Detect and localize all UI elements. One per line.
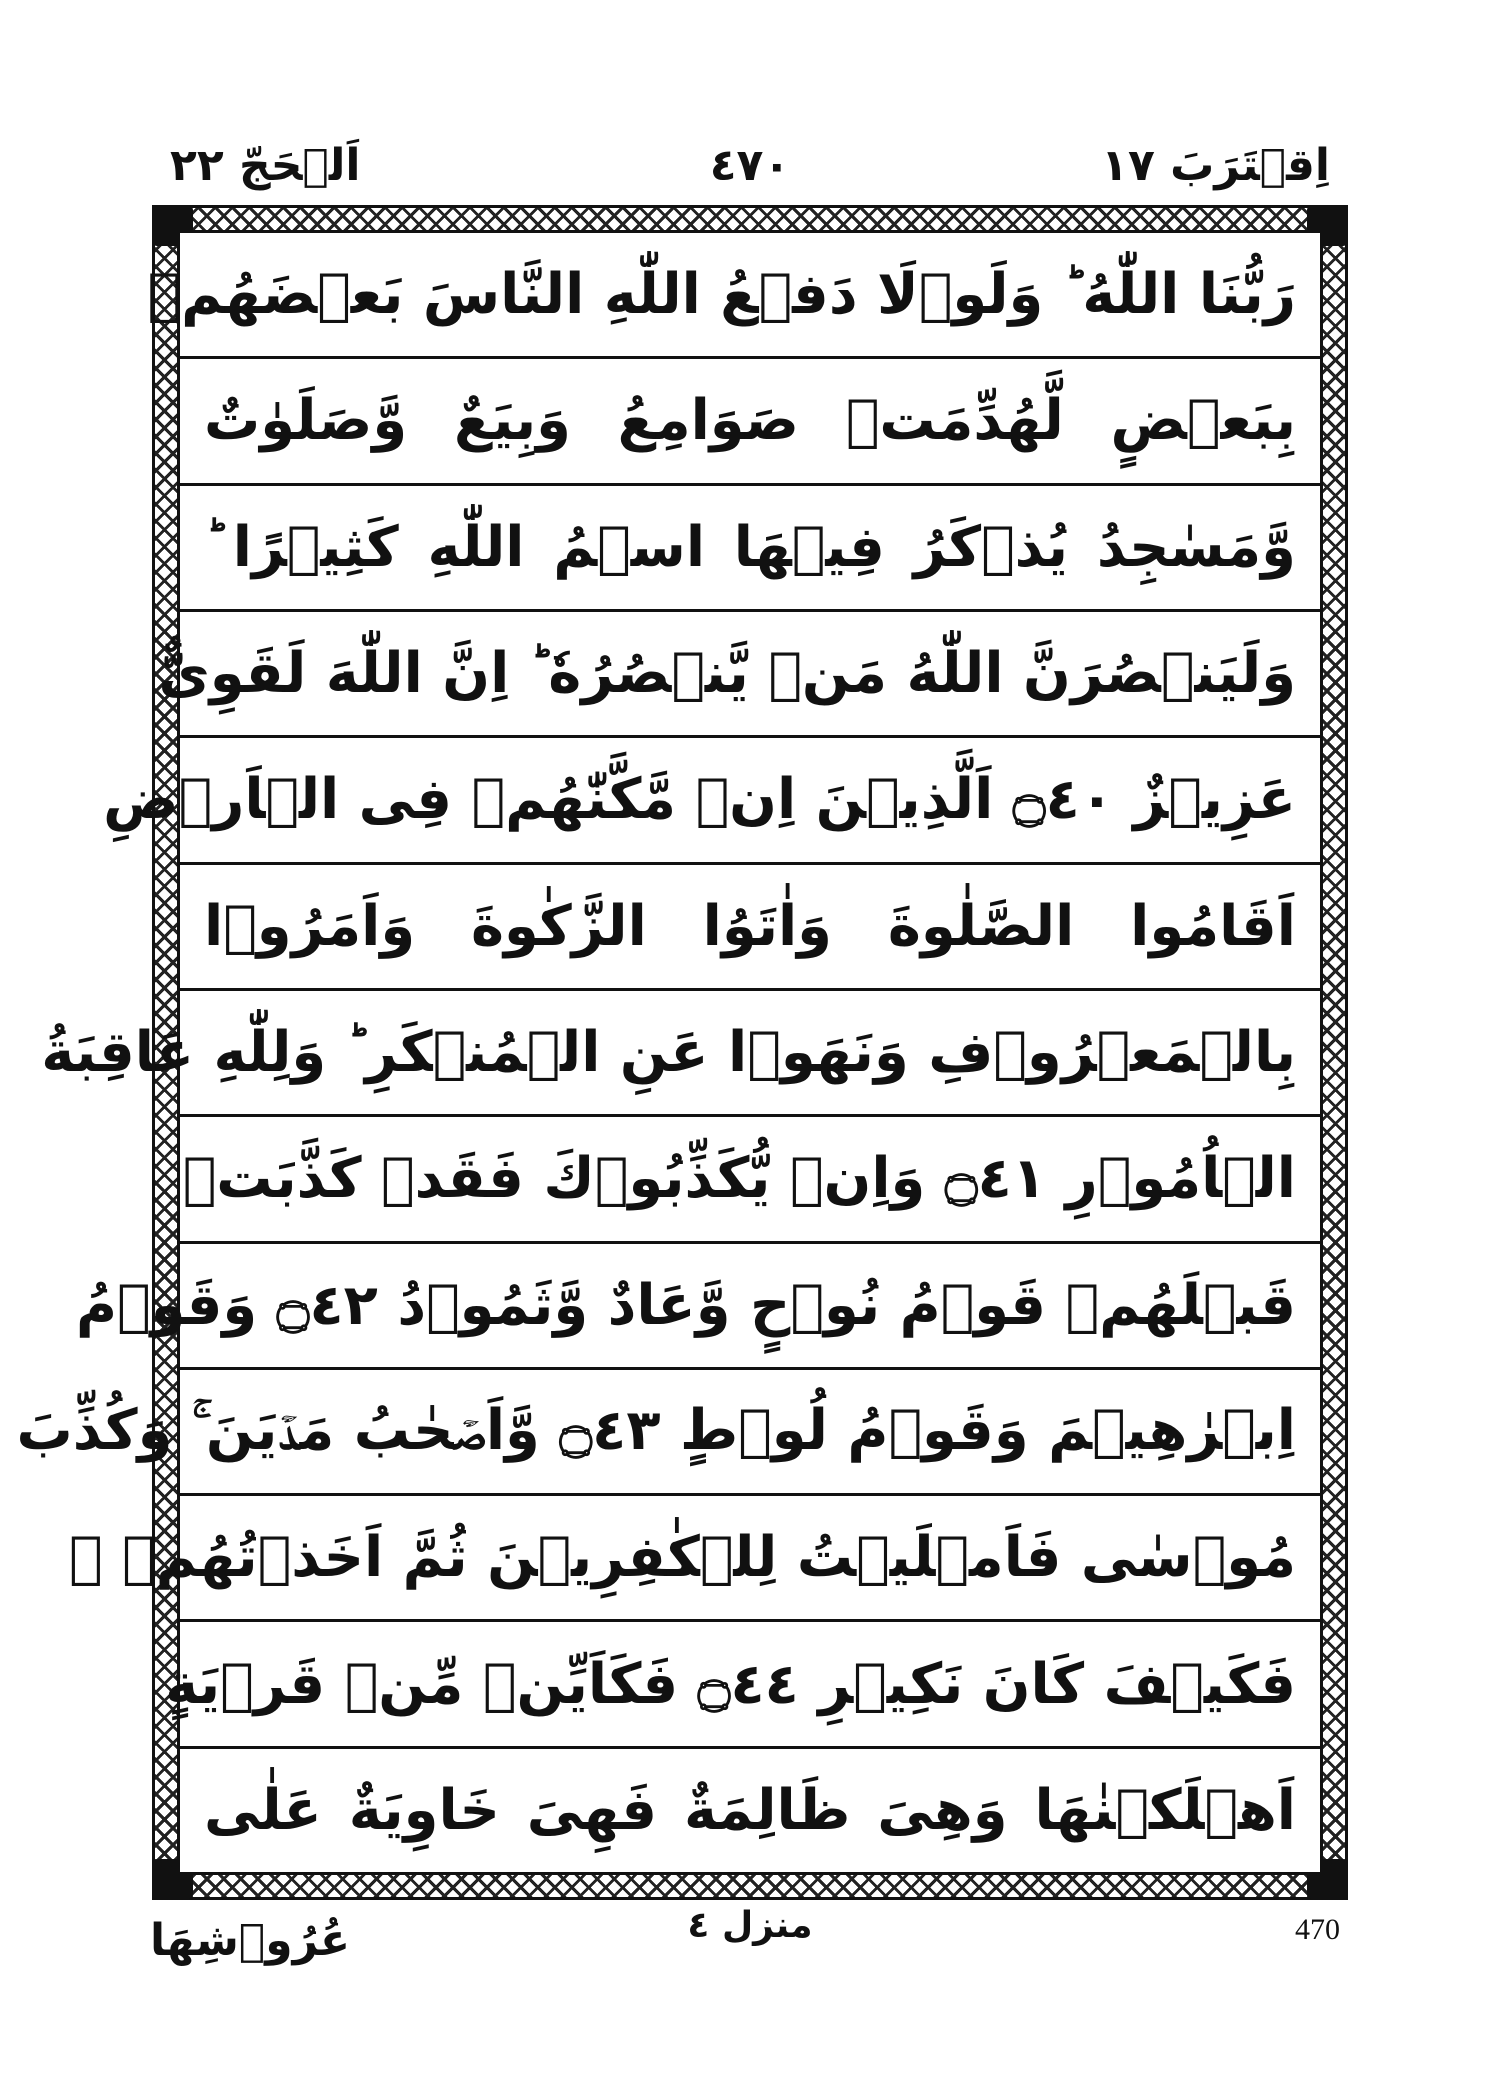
verse-line: قَبۡلَهُمۡ قَوۡمُ نُوۡحٍ وَّعَادٌ وَّثَمُوۡدُ ۝٤٢ وَقَوۡمُ <box>180 1244 1320 1370</box>
verse-line: وَّمَسٰجِدُ يُذۡكَرُ فِيۡهَا اسۡمُ اللّٰهِ كَثِيۡرًا ؕ <box>180 486 1320 612</box>
text-panel <box>16 230 1323 1875</box>
verse-lines <box>16 233 1320 1872</box>
page-footer <box>150 1905 1350 1985</box>
verse-line: رَبُّنَا اللّٰهُ ؕ وَلَوۡلَا دَفۡعُ اللّٰهِ النَّاسَ بَعۡضَهُمۡ <box>180 233 1320 359</box>
verse-line: مُوۡسٰى فَاَمۡلَيۡتُ لِلۡكٰفِرِيۡنَ ثُمَّ اَخَذۡتُهُمۡ ۚ <box>180 1496 1320 1622</box>
decorative-border <box>16 205 1348 1900</box>
manzil-label: منزل ٤ <box>687 1905 813 1946</box>
verse-line: فَكَيۡفَ كَانَ نَكِيۡرِ ۝٤٤ فَكَاَيِّنۡ مِّنۡ قَرۡيَةٍ <box>180 1622 1320 1748</box>
verse-line: اِبۡرٰهِيۡمَ وَقَوۡمُ لُوۡطٍ ۝٤٣ وَّاَصۡحٰبُ مَدۡيَنَ ۚ وَكُذِّبَ <box>180 1370 1320 1496</box>
verse-line: اَهۡلَكۡنٰهَا وَهِىَ ظَالِمَةٌ فَهِىَ خَاوِيَةٌ عَلٰى <box>204 1777 1296 1843</box>
verse-line: اَقَامُوا الصَّلٰوةَ وَاٰتَوُا الزَّكٰوةَ وَاَمَرُوۡا <box>180 865 1320 991</box>
verse-line: وَلَيَنۡصُرَنَّ اللّٰهُ مَنۡ يَّنۡصُرُهٗ ؕ اِنَّ اللّٰهَ لَقَوِىٌّ <box>180 612 1320 738</box>
page-header <box>150 140 1350 200</box>
verse-line: الۡاُمُوۡرِ ۝٤١ وَاِنۡ يُّكَذِّبُوۡكَ فَقَدۡ كَذَّبَتۡ <box>180 1117 1320 1243</box>
catchword: عُرُوۡشِهَا <box>150 1915 351 1966</box>
page-number-arabic: ٤٧٠ <box>709 140 791 191</box>
verse-line: عَزِيۡزٌ ۝٤٠ اَلَّذِيۡنَ اِنۡ مَّكَّنّٰهُمۡ فِى الۡاَرۡضِ <box>180 738 1320 864</box>
page-number-latin: 470 <box>1295 1913 1340 1946</box>
verse-line: بِبَعۡضٍ لَّهُدِّمَتۡ صَوَامِعُ وَبِيَعٌ وَّصَلَوٰتٌ <box>180 359 1320 485</box>
juz-name: اِقۡتَرَبَ ١٧ <box>1101 140 1330 191</box>
verse-line: بِالۡمَعۡرُوۡفِ وَنَهَوۡا عَنِ الۡمُنۡكَرِ ؕ وَلِلّٰهِ عَاقِبَةُ <box>180 991 1320 1117</box>
surah-name: اَلۡحَجّ ٢٢ <box>170 140 361 191</box>
